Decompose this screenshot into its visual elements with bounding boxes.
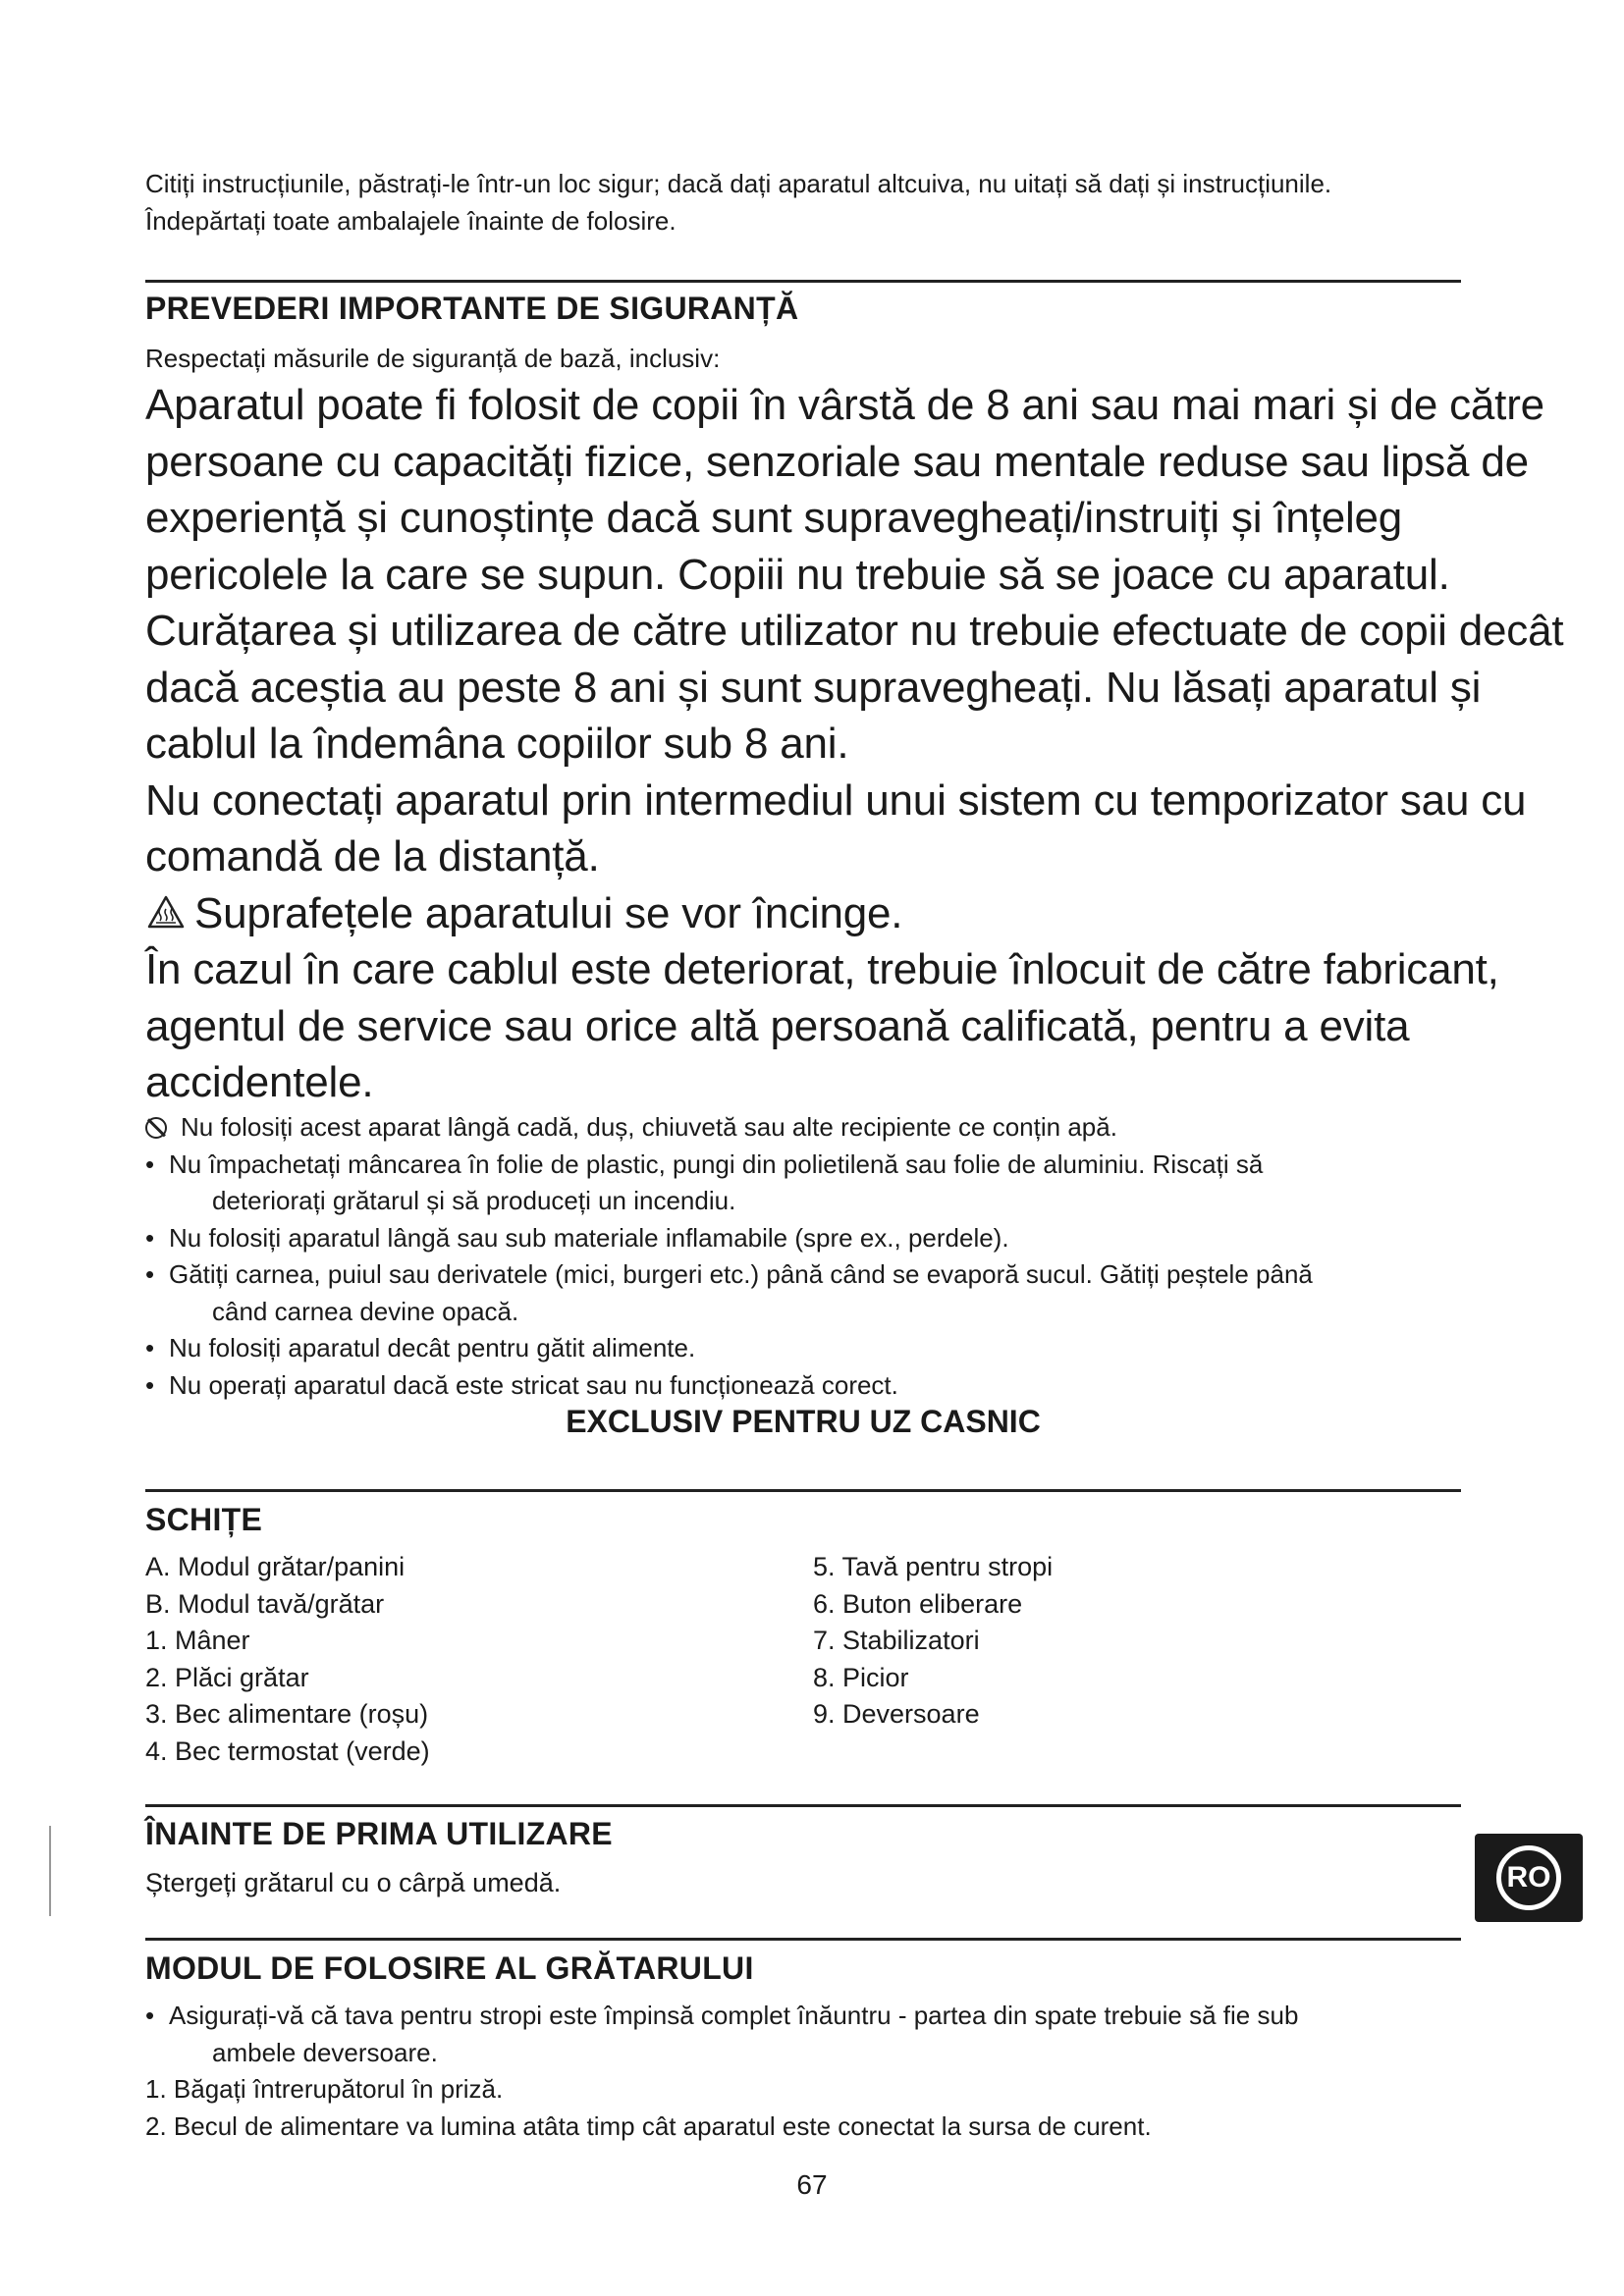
warning-line: agentul de service sau orice altă persoană calificată, pentru a evita [145, 1001, 1410, 1050]
section-divider [145, 280, 1461, 283]
intro-text [145, 165, 1331, 240]
sketches-list-left [145, 1549, 430, 1770]
water-warning-text: Nu folosiți acest aparat lângă cadă, duș, chiuvetă sau alte recipiente ce conțin apă. [181, 1112, 1117, 1142]
section-divider [145, 1489, 1461, 1492]
part-item: A. Modul grătar/panini [145, 1552, 406, 1581]
part-item: 1. Mâner [145, 1626, 250, 1655]
warning-line: Nu conectați aparatul prin intermediul unui sistem cu temporizator sau cu [145, 775, 1527, 825]
hot-surface-text: Suprafețele aparatului se vor încinge. [194, 888, 903, 937]
intro-line: Îndepărtați toate ambalajele înainte de folosire. [145, 206, 677, 236]
bullet-icon: • [145, 1369, 155, 1400]
no-water-icon [145, 1117, 167, 1139]
step-item: 1. Băgați întrerupătorul în priză. [145, 2074, 504, 2104]
intro-line: Citiți instrucțiunile, păstrați-le într-un loc sigur; dacă dați aparatul altcuiva, nu uitați să dați și instrucțiunile. [145, 169, 1332, 198]
list-item [145, 1220, 1313, 1257]
list-item-text: Nu folosiți aparatul lângă sau sub materiale inflamabile (spre ex., perdele). [169, 1222, 1009, 1253]
safety-heading: PREVEDERI IMPORTANTE DE SIGURANȚĂ [145, 291, 799, 326]
list-item-text: Nu operați aparatul dacă este stricat sau nu funcționează corect. [169, 1369, 898, 1400]
safety-list [145, 1109, 1313, 1404]
bullet-icon: • [145, 1222, 155, 1253]
grill-mode-heading: MODUL DE FOLOSIRE AL GRĂTARULUI [145, 1950, 754, 1986]
safety-subtitle: Respectați măsurile de siguranță de bază, inclusiv: [145, 344, 721, 373]
part-item: 6. Buton eliberare [813, 1588, 1023, 1619]
section-divider [145, 1804, 1461, 1807]
list-item-continued: când carnea devine opacă. [212, 1296, 519, 1326]
warning-line: pericolele la care se supun. Copiii nu trebuie să se joace cu aparatul. [145, 550, 1450, 599]
bullet-icon: • [145, 1333, 155, 1362]
part-item: 4. Bec termostat (verde) [145, 1735, 430, 1766]
bullet-icon: • [145, 1148, 155, 1179]
warning-line: Curățarea și utilizarea de către utilizator nu trebuie efectuate de copii decât [145, 607, 1564, 655]
part-item: 9. Deversoare [813, 1699, 980, 1729]
list-item-text: Gătiți carnea, puiul sau derivatele (mici, burgeri etc.) până când se evaporă sucul. Gătiți peștele până [169, 1259, 1313, 1289]
warning-line: comandă de la distanță. [145, 832, 600, 881]
part-item: B. Modul tavă/grătar [145, 1588, 385, 1619]
list-item [145, 1330, 1313, 1367]
list-item-continued: deteriorați grătarul și să produceți un incendiu. [212, 1186, 736, 1215]
list-item [145, 1147, 1313, 1184]
warning-line: experiență și cunoștințe dacă sunt supravegheați/instruiți și înțeleg [145, 494, 1403, 542]
list-item-text: Asigurați-vă că tava pentru stropi este împinsă complet înăuntru - partea din spate trebuie să fie sub [169, 2001, 1299, 2030]
safety-warnings [145, 377, 1563, 1111]
list-item-text: Nu folosiți aparatul decât pentru gătit alimente. [169, 1333, 696, 1362]
warning-line: dacă aceștia au peste 8 ani și sunt supravegheați. Nu lăsați aparatul și [145, 663, 1482, 712]
step-item: 2. Becul de alimentare va lumina atâta timp cât aparatul este conectat la sursa de curent. [145, 2110, 1152, 2141]
warning-line: persoane cu capacități fizice, senzoriale sau mentale reduse sau lipsă de [145, 437, 1529, 486]
part-item: 2. Plăci grătar [145, 1662, 309, 1692]
bullet-icon: • [145, 2001, 155, 2030]
list-item-text: Nu împachetați mâncarea în folie de plastic, pungi din polietilenă sau folie de aluminiu. Riscați să [169, 1148, 1264, 1179]
list-item [145, 1256, 1313, 1294]
warning-line: În cazul în care cablul este deteriorat, trebuie înlocuit de către fabricant, [145, 945, 1499, 993]
before-use-text: Ștergeți grătarul cu o cârpă umedă. [145, 1868, 562, 1897]
language-code: RO [1496, 1845, 1561, 1910]
section-divider [145, 1938, 1461, 1941]
hot-surface-warning [145, 885, 1563, 942]
household-notice: EXCLUSIV PENTRU UZ CASNIC [566, 1404, 1041, 1439]
sketches-list-right [813, 1549, 1053, 1734]
page-number: 67 [796, 2169, 828, 2200]
part-item: 3. Bec alimentare (roșu) [145, 1699, 429, 1729]
list-item-continued: ambele deversoare. [212, 2037, 438, 2067]
water-warning [145, 1109, 1313, 1147]
part-item: 5. Tavă pentru stropi [813, 1552, 1054, 1581]
warning-line: Aparatul poate fi folosit de copii în vârstă de 8 ani sau mai mari și de către [145, 381, 1544, 429]
part-item: 8. Picior [813, 1662, 909, 1692]
language-badge [1475, 1834, 1583, 1922]
part-item: 7. Stabilizatori [813, 1626, 980, 1655]
list-item [145, 1998, 1298, 2035]
margin-mark [49, 1826, 51, 1916]
grill-mode-instructions [145, 1998, 1298, 2145]
before-use-heading: ÎNAINTE DE PRIMA UTILIZARE [145, 1816, 613, 1851]
warning-line: cablul la îndemâna copiilor sub 8 ani. [145, 720, 849, 768]
list-item [145, 1367, 1313, 1405]
hot-surface-icon [147, 895, 185, 929]
bullet-icon: • [145, 1259, 155, 1289]
warning-line: accidentele. [145, 1058, 374, 1106]
sketches-heading: SCHIȚE [145, 1502, 263, 1537]
